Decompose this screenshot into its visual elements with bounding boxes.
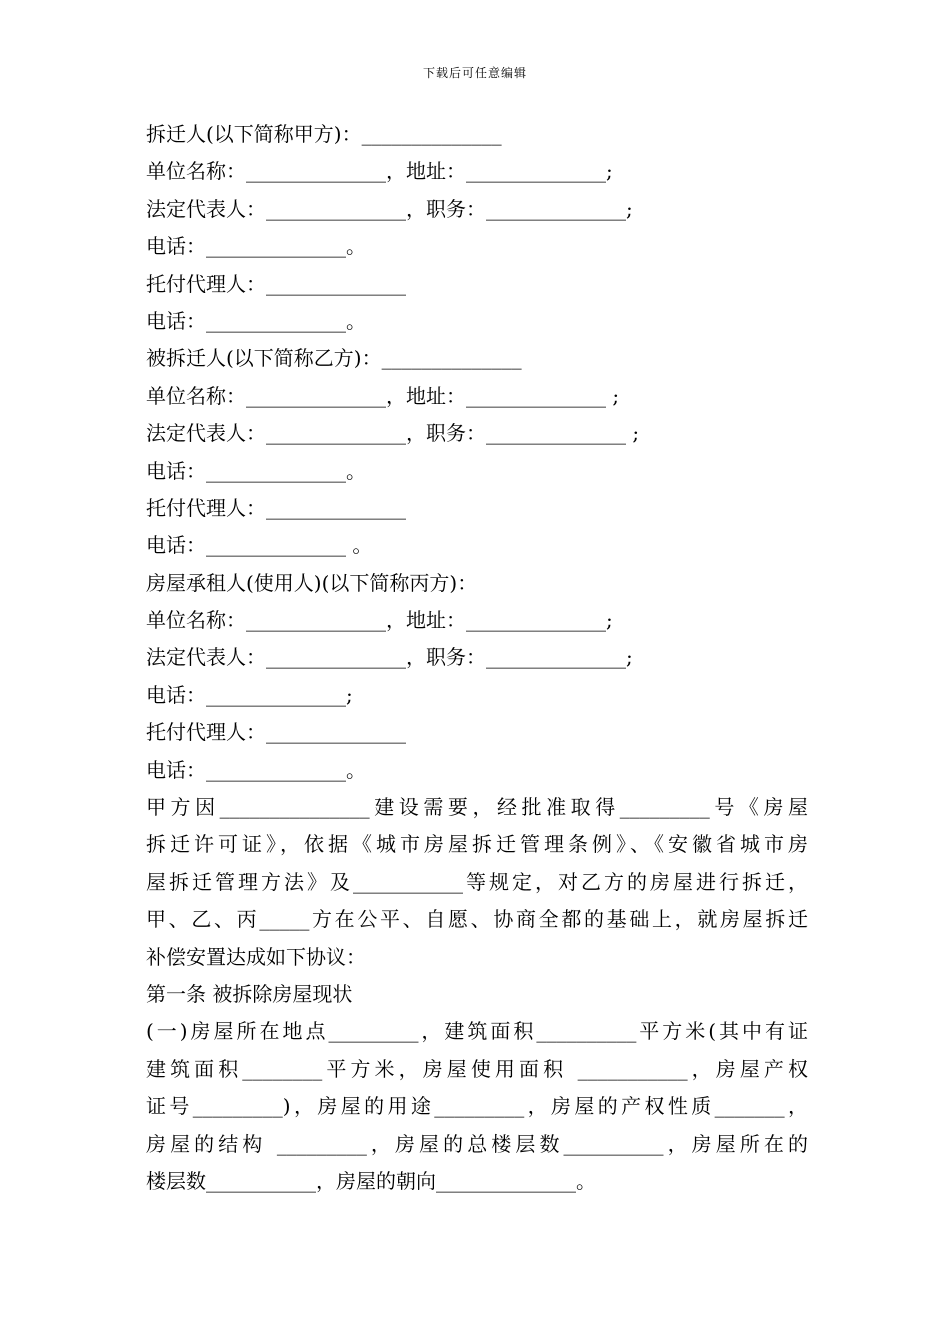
party-c-unit-line: 单位名称：______________，地址：______________; (146, 608, 613, 633)
party-a-phone-line: 电话：______________。 (146, 234, 366, 259)
party-b-title: 被拆迁人(以下简称乙方)：______________ (146, 346, 522, 371)
intro-paragraph-line: 甲方因_______________建设需要，经批准取得_________号《房屋 (146, 795, 808, 820)
intro-paragraph-line: 甲、乙、丙_____方在公平、自愿、协商全都的基础上，就房屋拆迁 (146, 907, 808, 932)
article-paragraph-line: 楼层数___________，房屋的朝向______________。 (146, 1168, 596, 1193)
article-paragraph-line: (一)房屋所在地点_________，建筑面积__________平方米(其中有证 (146, 1019, 808, 1044)
party-c-agent-line: 托付代理人：______________ (146, 720, 406, 745)
party-c-phone-line: 电话：______________; (146, 682, 353, 707)
party-c-rep-line: 法定代表人：______________，职务：______________; (146, 645, 633, 670)
intro-paragraph-line: 补偿安置达成如下协议： (146, 944, 366, 969)
party-b-agent-line: 托付代理人：______________ (146, 495, 406, 520)
party-a-unit-line: 单位名称：______________，地址：______________; (146, 159, 613, 184)
party-a-agent-phone-line: 电话：______________。 (146, 308, 366, 333)
page-header: 下载后可任意编辑 (422, 66, 527, 80)
party-b-agent-phone-line: 电话：______________ 。 (146, 533, 373, 558)
party-b-phone-line: 电话：______________。 (146, 458, 366, 483)
party-a-title: 拆迁人(以下简称甲方)：______________ (146, 122, 502, 146)
party-b-rep-line: 法定代表人：______________，职务：______________ ; (146, 421, 640, 446)
party-a-agent-line: 托付代理人：______________ (146, 271, 406, 296)
intro-paragraph-line: 拆迁许可证》，依据《城市房屋拆迁管理条例》、《安徽省城市房 (146, 832, 808, 857)
party-c-title: 房屋承租人(使用人)(以下简称丙方)： (146, 570, 478, 595)
article-paragraph-line: 证号_________)，房屋的用途_________，房屋的产权性质_______， (146, 1094, 808, 1119)
intro-paragraph-line: 屋拆迁管理方法》及___________等规定，对乙方的房屋进行拆迁， (146, 869, 808, 894)
article-paragraph-line: 房屋的结构 _________，房屋的总楼层数__________，房屋所在的 (146, 1131, 808, 1156)
party-a-rep-line: 法定代表人：______________，职务：______________; (146, 196, 633, 221)
article-title: 第一条 被拆除房屋现状 (146, 981, 353, 1006)
party-b-unit-line: 单位名称：______________，地址：______________ ; (146, 383, 620, 408)
article-paragraph-line: 建筑面积________平方米，房屋使用面积 ___________，房屋产权 (146, 1056, 808, 1081)
document-body (146, 116, 808, 1200)
party-c-agent-phone-line: 电话：______________。 (146, 757, 366, 782)
